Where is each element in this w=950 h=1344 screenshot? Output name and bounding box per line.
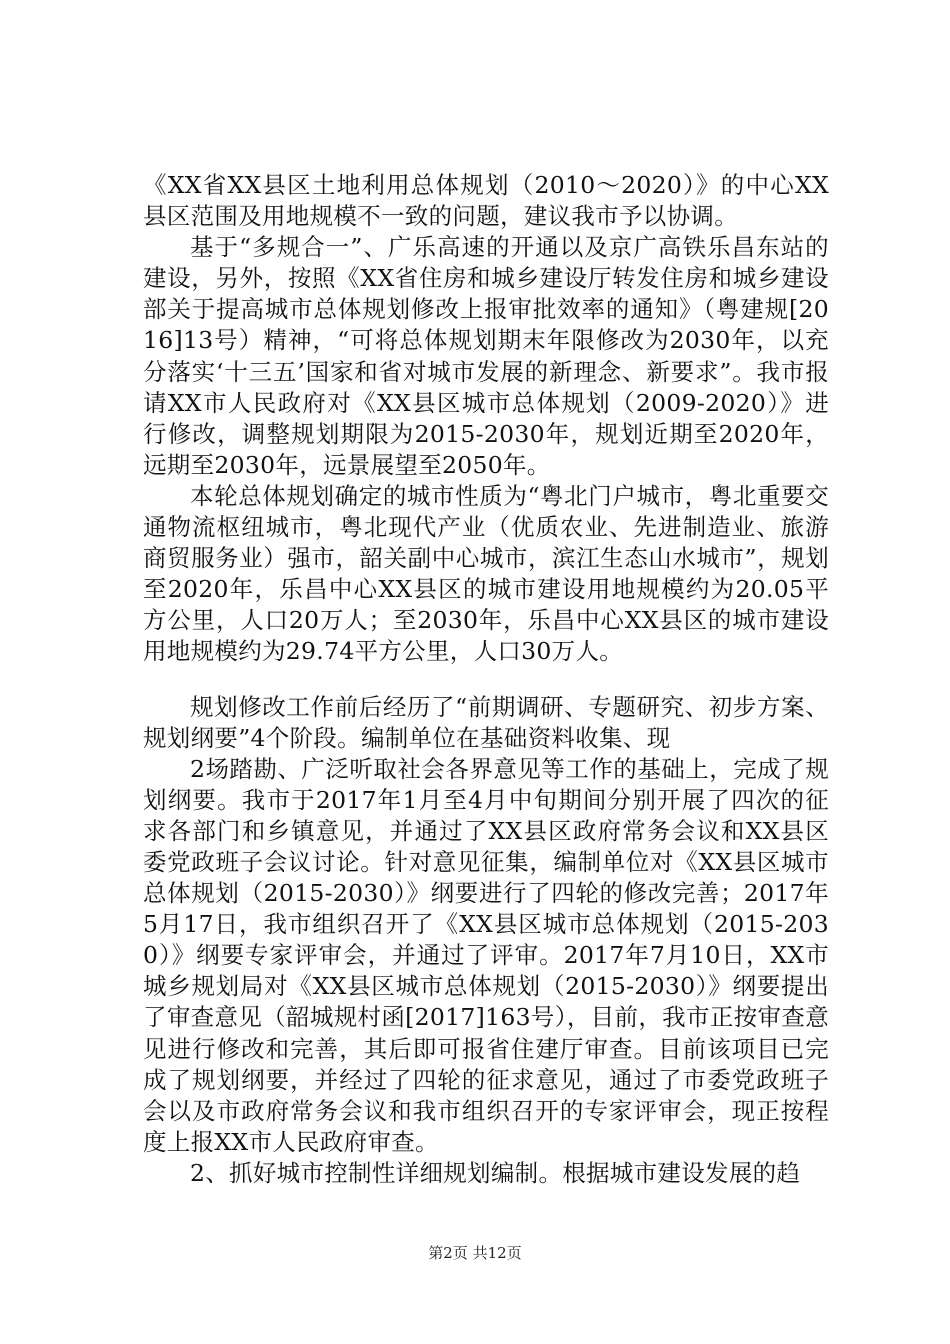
paragraph-5: 2场踏勘、广泛听取社会各界意见等工作的基础上，完成了规划纲要。我市于2017年1月至4月中旬期间分别开展了四次的征求各部门和乡镇意见，并通过了XX县区政府常务会议和XX县区委党政班子会议讨论。针对意见征集，编制单位对《XX县区城市总体规划（2015-2030）》纲要进行了四轮的修改完善；2017年5月17日，我市组织召开了《XX县区城市总体规划（2015-2030）》纲要专家评审会，并通过了评审。2017年7月10日，XX市城乡规划局对《XX县区城市总体规划（2015-2030）》纲要提出了审查意见（韶城规村函[2017]163号），目前，我市正按审查意见进行修改和完善，其后即可报省住建厅审查。目前该项目已完成了规划纲要，并经过了四轮的征求意见，通过了市委党政班子会以及市政府常务会议和我市组织召开的专家评审会，现正按程度上报XX市人民政府审查。 (143, 754, 829, 1156)
paragraph-gap (143, 668, 829, 692)
paragraph-6: 2、抓好城市控制性详细规划编制。根据城市建设发展的趋 (190, 1158, 801, 1187)
paragraph-2: 基于“多规合一”、广乐高速的开通以及京广高铁乐昌东站的建设，另外，按照《XX省住房和城乡建设厅转发住房和城乡建设部关于提高城市总体规划修改上报审批效率的通知》（粤建规[2016]13号）精神，“可将总体规划期末年限修改为2030年，以充分落实‘十三五’国家和省对城市发展的新理念、新要求”。我市报请XX市人民政府对《XX县区城市总体规划（2009-2020）》进行修改，调整规划期限为2015-2030年，规划近期至2020年，远期至2030年，远景展望至2050年。 (143, 233, 829, 479)
page-footer: 第2页 共12页 (428, 1244, 522, 1262)
paragraph-3: 本轮总体规划确定的城市性质为“粤北门户城市，粤北重要交通物流枢纽城市，粤北现代产业（优质农业、先进制造业、旅游商贸服务业）强市，韶关副中心城市，滨江生态山水城市”，规划至2020年，乐昌中心XX县区的城市建设用地规模约为20.05平方公里，人口20万人；至2030年，乐昌中心XX县区的城市建设用地规模约为29.74平方公里，人口30万人。 (143, 481, 829, 666)
document-body (143, 170, 829, 1189)
paragraph-1: 《XX省XX县区土地利用总体规划（2010～2020）》的中心XX县区范围及用地规模不一致的问题，建议我市予以协调。 (143, 171, 829, 231)
paragraph-4: 规划修改工作前后经历了“前期调研、专题研究、初步方案、规划纲要”4个阶段。编制单位在基础资料收集、现 (143, 692, 829, 752)
